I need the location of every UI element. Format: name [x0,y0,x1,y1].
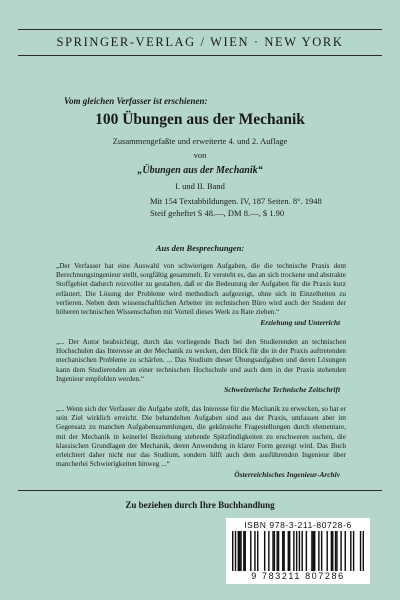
review-source: Erziehung und Unterricht [260,318,340,327]
book-title: 100 Übungen aus der Mechanik [95,111,305,128]
price-line: Steif geheftet S 48.—, DM 8.—, $ 1.90 [150,208,285,218]
barcode-bar [326,531,327,571]
volumes-line: I. und II. Band [175,181,225,191]
barcode-bar [254,531,255,571]
barcode-bar [268,531,269,571]
barcode-bar [282,531,283,571]
publisher-name: SPRINGER-VERLAG / WIEN · NEW YORK [56,35,344,49]
barcode-bar [301,531,302,571]
barcode-bar [238,531,239,571]
barcode-bar [293,531,294,571]
barcode-bar [232,531,233,571]
barcode-bar [360,531,361,571]
von-line: von [193,150,207,160]
barcode-bar [336,531,337,571]
barcode-bar [276,531,277,571]
order-note: Zu beziehen durch Ihre Buchhandlung [125,500,275,510]
barcode-bar [321,531,322,571]
figures-line: Mit 154 Textabbildungen. IV, 187 Seiten. 8°. 1948 [150,196,322,206]
intro-line: Vom gleichen Verfasser ist erschienen: [64,96,208,106]
barcode-bar [363,531,364,571]
barcode-bar [278,531,279,571]
barcode-bar [345,531,346,571]
review-text: „Der Verfasser hat eine Auswahl von schwierigen Aufgaben, die die technische Praxis dem Berechnungsingenieur stellt, sorgfältig gesammelt. Er versteht es, das an sich trockene und abstrakte Stoffgebiet dadurch reizvoller zu gestalten, daß er die Bedeutung der Aufgaben für die Praxis kurz erläutert. Die Lösung der Probleme wird methodisch aufgezeigt, ohne sich in Einzelheiten zu verlieren. Neben dem wissenschaftlichen Arbeiter im technischen Büro wird auch der Student der höheren technischen Wissenschaften mit Vorteil dieses Werk zu Rate ziehen.“ [56,262,346,317]
barcode-bar [350,531,351,571]
isbn-text: ISBN 978-3-211-80728-6 [244,520,352,530]
barcode-bar [331,531,332,571]
barcode-bar [332,531,333,571]
edition-line: Zusammengefaßte und erweiterte 4. und 2. Auflage [112,136,288,146]
barcode-bar [239,531,240,571]
barcode-bar [311,531,312,571]
review-text: „... Wenn sich der Verfasser die Aufgabe stellt, das Interesse für die Mechanik zu erwecken, so hat er sein Ziel wirklich erreicht. Die behandelten Aufgaben sind aus der Praxis, umfassen aber im Gegensatz zu manchen Aufgabensammlungen, die gekünstelte Fragestellungen durch elementare, mit der Mechanik in keinerlei Beziehung stehende Spitzfindigkeiten zu erschweren suchen, die klassischen Grundlagen der Mechanik, deren Anwendung in klarer Form gezeigt wird. Das Buch erleichtert daher nicht nur das Studium, sondern hilft auch dem ausführenden Ingenieur über mancherlei Schwierigkeiten hinweg ...“ [56,405,346,469]
barcode-image [232,531,364,571]
top-rule [18,29,382,30]
barcode-bar [274,531,275,571]
bottom-rule [18,490,382,491]
barcode-bar [314,531,315,571]
barcode-bar [283,531,284,571]
barcode-bar [340,531,341,571]
barcode-bar [313,531,314,571]
barcode-bar [318,531,319,571]
original-title: „Übungen aus der Mechanik“ [137,165,263,176]
barcode-bar [296,531,297,571]
barcode-label [226,518,370,584]
barcode-bar [243,531,244,571]
review-source: Schweizerische Technische Zeitschrift [224,385,340,394]
barcode-bar [288,531,289,571]
barcode-bar [235,531,236,571]
barcode-bar [240,531,241,571]
ean-digits: 9 783211 807286 [251,571,345,581]
barcode-bar [299,531,300,571]
barcode-bar [245,531,246,571]
barcode-bar [335,531,336,571]
review-source: Österreichisches Ingenieur-Archiv [234,470,340,479]
barcode-bar [257,531,258,571]
reviews-heading: Aus den Besprechungen: [155,243,245,253]
barcode-bar [272,531,273,571]
barcode-bar [306,531,307,571]
barcode-bar [264,531,265,571]
barcode-bar [250,531,251,571]
publisher-rule [18,55,382,56]
barcode-bar [289,531,290,571]
barcode-bar [353,531,354,571]
review-text: „... Der Autor beabsichtigt, durch das vorliegende Buch bei den Studierenden an technischen Hochschulen das Interesse an der Mechanik zu wecken, den Blick für die in der Praxis auftretenden mechanischen Probleme zu schärfen. ... Das Studium dieser Übungsaufgaben und deren Lösungen kann dem Studierenden an einer technischen Hochschule und auch dem in der Praxis stehenden Ingenieur empfohlen werden.“ [56,338,346,383]
